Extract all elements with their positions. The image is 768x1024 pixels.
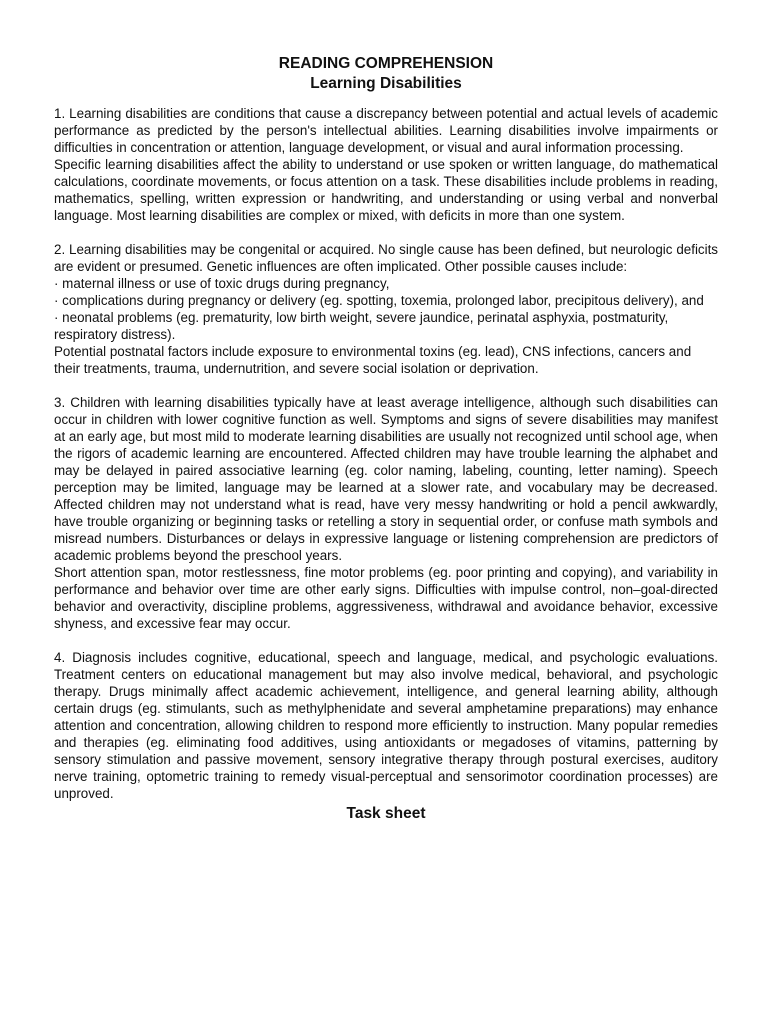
section-2-paragraph-1: 2. Learning disabilities may be congenital or acquired. No single cause has been defined, but neurologic deficits are evident or presumed. Genetic influences are often implicated. Other possible causes include: <box>54 242 718 274</box>
section-3-paragraph-2: Short attention span, motor restlessness, fine motor problems (eg. poor printing and copying), and variability in performance and behavior over time are other early signs. Difficulties with impulse control, non–goal-directed behavior and overactivity, discipline problems, aggressiveness, withdrawal and avoidance behavior, excessive shyness, and excessive fear may occur. <box>54 565 718 631</box>
document-subtitle: Learning Disabilities <box>310 75 462 92</box>
section-2-paragraph-2: Potential postnatal factors include exposure to environmental toxins (eg. lead), CNS infections, cancers and their treatments, trauma, undernutrition, and severe social isolation or deprivation. <box>54 344 692 376</box>
cause-bullet-item: · neonatal problems (eg. prematurity, low birth weight, severe jaundice, perinatal asphyxia, postmaturity, respiratory distress). <box>54 310 669 342</box>
section-1 <box>54 105 718 224</box>
section-4-paragraph-1: 4. Diagnosis includes cognitive, educational, speech and language, medical, and psychologic evaluations. Treatment centers on educational management but may also involve medical, behavioral, and psychologic therapy. Drugs minimally affect academic achievement, intelligence, and general learning ability, although certain drugs (eg. stimulants, such as methylphenidate and several amphetamine preparations) may enhance attention and concentration, allowing children to respond more efficiently to instruction. Many popular remedies and therapies (eg. eliminating food additives, using antioxidants or megadoses of vitamins, patterning by sensory stimulation and passive movement, sensory integrative therapy through postural exercises, auditory nerve training, optometric training to remedy visual-perceptual and sensorimotor coordination processes) are unproved. <box>54 650 718 801</box>
cause-bullet-item: · maternal illness or use of toxic drugs during pregnancy, <box>54 276 390 291</box>
section-1-paragraph-1: 1. Learning disabilities are conditions that cause a discrepancy between potential and actual levels of academic performance as predicted by the person's intellectual abilities. Learning disabilities involve impairments or difficulties in concentration or attention, language development, or visual and aural information processing. <box>54 106 718 155</box>
paragraph-spacer <box>54 632 718 649</box>
section-3 <box>54 394 718 632</box>
document-page <box>54 54 718 824</box>
paragraph-spacer <box>54 224 718 241</box>
paragraph-spacer <box>54 377 718 394</box>
cause-bullet-item: · complications during pregnancy or delivery (eg. spotting, toxemia, prolonged labor, precipitous delivery), and <box>54 293 704 308</box>
document-title: READING COMPREHENSION <box>278 55 494 72</box>
task-sheet-heading: Task sheet <box>346 805 426 822</box>
section-4 <box>54 649 718 802</box>
section-2 <box>54 241 718 377</box>
section-3-paragraph-1: 3. Children with learning disabilities typically have at least average intelligence, although such disabilities can occur in children with lower cognitive function as well. Symptoms and signs of severe disabilities may manifest at an early age, but most mild to moderate learning disabilities are usually not recognized until school age, when the rigors of academic learning are encountered. Affected children may have trouble learning the alphabet and may be delayed in paired associative learning (eg. color naming, labeling, counting, letter naming). Speech perception may be limited, language may be learned at a slower rate, and vocabulary may be decreased. Affected children may not understand what is read, have very messy handwriting or hold a pencil awkwardly, have trouble organizing or beginning tasks or retelling a story in sequential order, or confuse math symbols and misread numbers. Disturbances or delays in expressive language or listening comprehension are predictors of academic problems beyond the preschool years. <box>54 395 718 563</box>
section-1-paragraph-2: Specific learning disabilities affect the ability to understand or use spoken or written language, do mathematical calculations, coordinate movements, or focus attention on a task. These disabilities include problems in reading, mathematics, spelling, written expression or handwriting, and understanding or using verbal and nonverbal language. Most learning disabilities are complex or mixed, with deficits in more than one system. <box>54 157 718 223</box>
